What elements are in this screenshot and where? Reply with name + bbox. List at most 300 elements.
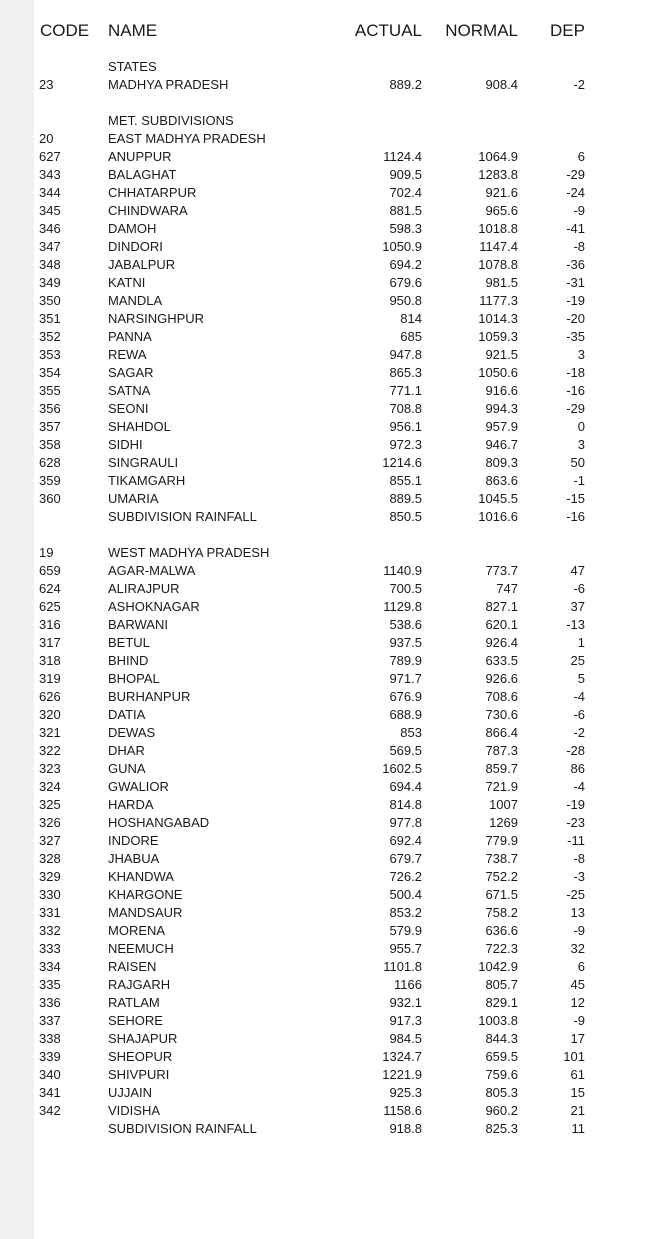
cell-name: BETUL	[108, 635, 150, 650]
cell-code: 333	[39, 941, 61, 956]
table-row	[34, 1084, 664, 1102]
cell-code: 325	[39, 797, 61, 812]
cell-actual: 971.7	[389, 671, 422, 686]
cell-dep: 86	[570, 761, 585, 776]
cell-name: DAMOH	[108, 221, 157, 236]
cell-dep: -4	[573, 689, 585, 704]
table-row	[34, 58, 664, 76]
cell-name: EAST MADHYA PRADESH	[108, 131, 266, 146]
cell-code: 335	[39, 977, 61, 992]
cell-normal: 752.2	[485, 869, 518, 884]
cell-code: 344	[39, 185, 61, 200]
cell-code: 332	[39, 923, 61, 938]
cell-normal: 809.3	[485, 455, 518, 470]
cell-code: 327	[39, 833, 61, 848]
cell-code: 19	[39, 545, 54, 560]
cell-normal: 921.5	[485, 347, 518, 362]
cell-name: SHIVPURI	[108, 1067, 170, 1082]
cell-name: KATNI	[108, 275, 146, 290]
cell-name: BALAGHAT	[108, 167, 177, 182]
cell-normal: 787.3	[485, 743, 518, 758]
cell-name: PANNA	[108, 329, 152, 344]
table-row	[34, 706, 664, 724]
cell-dep: 12	[570, 995, 585, 1010]
cell-code: 360	[39, 491, 61, 506]
cell-code: 23	[39, 77, 54, 92]
table-row	[34, 796, 664, 814]
cell-normal: 1016.6	[478, 509, 518, 524]
cell-dep: 101	[563, 1049, 585, 1064]
cell-dep: -9	[573, 1013, 585, 1028]
cell-normal: 805.3	[485, 1085, 518, 1100]
table-row	[34, 940, 664, 958]
cell-code: 348	[39, 257, 61, 272]
header-dep: DEP	[550, 21, 585, 40]
cell-actual: 853.2	[389, 905, 422, 920]
cell-actual: 789.9	[389, 653, 422, 668]
cell-actual: 932.1	[389, 995, 422, 1010]
table-row	[34, 976, 664, 994]
cell-name: MORENA	[108, 923, 166, 938]
cell-code: 341	[39, 1085, 61, 1100]
cell-code: 324	[39, 779, 61, 794]
cell-actual: 579.9	[389, 923, 422, 938]
table-row	[34, 382, 664, 400]
cell-actual: 1140.9	[383, 563, 422, 578]
cell-normal: 633.5	[485, 653, 518, 668]
table-row	[34, 1066, 664, 1084]
table-header	[34, 21, 664, 43]
cell-dep: 11	[571, 1121, 585, 1136]
cell-normal: 721.9	[485, 779, 518, 794]
cell-name: DINDORI	[108, 239, 163, 254]
cell-name: SUBDIVISION RAINFALL	[108, 509, 257, 524]
cell-dep: -23	[566, 815, 585, 830]
table-row	[34, 292, 664, 310]
cell-name: RATLAM	[108, 995, 160, 1010]
cell-name: MADHYA PRADESH	[108, 77, 229, 92]
cell-normal: 866.4	[485, 725, 518, 740]
cell-code: 353	[39, 347, 61, 362]
cell-dep: 13	[570, 905, 585, 920]
cell-normal: 957.9	[485, 419, 518, 434]
cell-actual: 688.9	[389, 707, 422, 722]
header-normal: NORMAL	[445, 21, 518, 40]
cell-normal: 1014.3	[478, 311, 518, 326]
cell-name: SIDHI	[108, 437, 143, 452]
cell-actual: 692.4	[389, 833, 422, 848]
cell-name: ALIRAJPUR	[108, 581, 180, 596]
cell-normal: 1147.4	[479, 239, 518, 254]
cell-actual: 1324.7	[382, 1049, 422, 1064]
cell-actual: 1221.9	[382, 1067, 422, 1082]
table-row	[34, 1120, 664, 1138]
cell-name: BHIND	[108, 653, 149, 668]
cell-actual: 865.3	[389, 365, 422, 380]
cell-normal: 671.5	[485, 887, 518, 902]
cell-actual: 694.2	[389, 257, 422, 272]
table-row	[34, 724, 664, 742]
cell-dep: -19	[566, 797, 585, 812]
cell-name: TIKAMGARH	[108, 473, 186, 488]
table-row	[34, 922, 664, 940]
cell-normal: 965.6	[485, 203, 518, 218]
cell-actual: 1166	[394, 977, 422, 992]
cell-normal: 805.7	[485, 977, 518, 992]
cell-name: DATIA	[108, 707, 146, 722]
cell-normal: 636.6	[485, 923, 518, 938]
cell-dep: -29	[566, 167, 585, 182]
cell-code: 355	[39, 383, 61, 398]
table-row	[34, 1012, 664, 1030]
cell-name: ANUPPUR	[108, 149, 172, 164]
cell-normal: 1003.8	[478, 1013, 518, 1028]
cell-normal: 620.1	[485, 617, 518, 632]
cell-name: GWALIOR	[108, 779, 169, 794]
cell-code: 345	[39, 203, 61, 218]
cell-dep: -15	[566, 491, 585, 506]
cell-dep: -18	[566, 365, 585, 380]
cell-name: SEONI	[108, 401, 149, 416]
cell-name: REWA	[108, 347, 147, 362]
cell-actual: 1124.4	[383, 149, 422, 164]
cell-normal: 827.1	[485, 599, 518, 614]
cell-code: 323	[39, 761, 61, 776]
cell-actual: 694.4	[389, 779, 422, 794]
cell-dep: 6	[577, 959, 585, 974]
cell-name: UJJAIN	[108, 1085, 153, 1100]
cell-normal: 1078.8	[478, 257, 518, 272]
header-actual: ACTUAL	[354, 21, 422, 40]
cell-actual: 771.1	[389, 383, 422, 398]
cell-code: 340	[39, 1067, 61, 1082]
table-row	[34, 418, 664, 436]
cell-name: VIDISHA	[108, 1103, 161, 1118]
table-row	[34, 76, 664, 94]
cell-actual: 679.6	[389, 275, 422, 290]
cell-name: INDORE	[108, 833, 159, 848]
cell-code: 659	[39, 563, 61, 578]
table-row	[34, 310, 664, 328]
cell-normal: 1007	[489, 797, 518, 812]
cell-actual: 972.3	[389, 437, 422, 452]
cell-code: 354	[39, 365, 61, 380]
cell-dep: -35	[566, 329, 585, 344]
cell-actual: 708.8	[389, 401, 422, 416]
cell-normal: 916.6	[485, 383, 518, 398]
table-row	[34, 670, 664, 688]
table-row	[34, 652, 664, 670]
cell-actual: 984.5	[389, 1031, 422, 1046]
table-row	[34, 1048, 664, 1066]
cell-actual: 1158.6	[383, 1103, 422, 1118]
cell-dep: 61	[570, 1067, 585, 1082]
header-code: CODE	[40, 21, 90, 40]
cell-dep: 37	[570, 599, 585, 614]
cell-normal: 921.6	[485, 185, 518, 200]
cell-dep: -8	[573, 851, 585, 866]
cell-dep: -36	[566, 257, 585, 272]
table-row	[34, 778, 664, 796]
table-row	[34, 886, 664, 904]
table-row	[34, 238, 664, 256]
cell-dep: -31	[566, 275, 585, 290]
table-row	[34, 274, 664, 292]
cell-dep: 3	[577, 347, 585, 362]
cell-normal: 758.2	[485, 905, 518, 920]
cell-code: 347	[39, 239, 61, 254]
cell-code: 331	[39, 905, 61, 920]
cell-normal: 859.7	[485, 761, 518, 776]
cell-code: 342	[39, 1103, 61, 1118]
cell-dep: -9	[573, 203, 585, 218]
cell-actual: 569.5	[389, 743, 422, 758]
cell-normal: 1283.8	[478, 167, 518, 182]
cell-name: JABALPUR	[108, 257, 176, 272]
table-row	[34, 454, 664, 472]
cell-code: 339	[39, 1049, 61, 1064]
cell-dep: 32	[570, 941, 585, 956]
cell-actual: 947.8	[389, 347, 422, 362]
cell-code: 316	[39, 617, 61, 632]
cell-name: SHAHDOL	[108, 419, 171, 434]
cell-dep: -25	[566, 887, 585, 902]
cell-normal: 1064.9	[478, 149, 518, 164]
table-row	[34, 958, 664, 976]
cell-actual: 1129.8	[383, 599, 422, 614]
cell-code: 349	[39, 275, 61, 290]
cell-name: NEEMUCH	[108, 941, 174, 956]
cell-actual: 881.5	[389, 203, 422, 218]
table-row	[34, 94, 664, 112]
table-row	[34, 490, 664, 508]
cell-dep: -13	[566, 617, 585, 632]
cell-dep: -3	[573, 869, 585, 884]
cell-code: 356	[39, 401, 61, 416]
cell-code: 334	[39, 959, 61, 974]
cell-normal: 773.7	[485, 563, 518, 578]
cell-dep: -2	[573, 725, 585, 740]
cell-name: GUNA	[108, 761, 146, 776]
cell-dep: -24	[566, 185, 585, 200]
cell-code: 337	[39, 1013, 61, 1028]
cell-actual: 700.5	[389, 581, 422, 596]
table-row	[34, 562, 664, 580]
cell-dep: 50	[570, 455, 585, 470]
cell-code: 626	[39, 689, 61, 704]
cell-code: 330	[39, 887, 61, 902]
cell-code: 321	[39, 725, 61, 740]
table-row	[34, 760, 664, 778]
cell-actual: 685	[400, 329, 422, 344]
cell-name: NARSINGHPUR	[108, 311, 205, 326]
cell-normal: 825.3	[485, 1121, 518, 1136]
cell-name: WEST MADHYA PRADESH	[108, 545, 270, 560]
cell-actual: 977.8	[389, 815, 422, 830]
table-row	[34, 904, 664, 922]
table-row	[34, 832, 664, 850]
cell-code: 320	[39, 707, 61, 722]
cell-name: BURHANPUR	[108, 689, 191, 704]
cell-name: ASHOKNAGAR	[108, 599, 200, 614]
cell-actual: 955.7	[389, 941, 422, 956]
cell-name: MANDLA	[108, 293, 163, 308]
cell-dep: -20	[566, 311, 585, 326]
cell-actual: 676.9	[389, 689, 422, 704]
table-row	[34, 472, 664, 490]
cell-normal: 1059.3	[478, 329, 518, 344]
cell-normal: 1177.3	[479, 293, 518, 308]
cell-code: 346	[39, 221, 61, 236]
table-row	[34, 256, 664, 274]
cell-name: KHANDWA	[108, 869, 174, 884]
table-row	[34, 634, 664, 652]
cell-code: 318	[39, 653, 61, 668]
cell-name: SATNA	[108, 383, 151, 398]
cell-dep: -6	[573, 581, 585, 596]
cell-code: 624	[39, 581, 61, 596]
cell-normal: 779.9	[485, 833, 518, 848]
cell-dep: 21	[570, 1103, 585, 1118]
cell-code: 358	[39, 437, 61, 452]
cell-name: SUBDIVISION RAINFALL	[108, 1121, 257, 1136]
table-row	[34, 112, 664, 130]
table-row	[34, 1030, 664, 1048]
cell-name: SINGRAULI	[108, 455, 179, 470]
cell-dep: -4	[573, 779, 585, 794]
cell-code: 319	[39, 671, 61, 686]
cell-normal: 926.4	[485, 635, 518, 650]
cell-dep: -11	[567, 833, 585, 848]
table-row	[34, 220, 664, 238]
cell-dep: -29	[566, 401, 585, 416]
cell-name: UMARIA	[108, 491, 159, 506]
table-row	[34, 580, 664, 598]
cell-dep: 45	[570, 977, 585, 992]
cell-dep: -16	[566, 509, 585, 524]
cell-actual: 889.2	[389, 77, 422, 92]
table-row	[34, 868, 664, 886]
table-row	[34, 130, 664, 148]
cell-normal: 1045.5	[478, 491, 518, 506]
cell-actual: 889.5	[389, 491, 422, 506]
cell-dep: 17	[570, 1031, 585, 1046]
cell-actual: 814	[400, 311, 422, 326]
cell-code: 328	[39, 851, 61, 866]
cell-normal: 844.3	[485, 1031, 518, 1046]
cell-name: JHABUA	[108, 851, 160, 866]
cell-code: 352	[39, 329, 61, 344]
cell-dep: -2	[573, 77, 585, 92]
cell-actual: 956.1	[389, 419, 422, 434]
cell-dep: -16	[566, 383, 585, 398]
cell-code: 350	[39, 293, 61, 308]
table-row	[34, 814, 664, 832]
cell-normal: 994.3	[485, 401, 518, 416]
cell-normal: 759.6	[485, 1067, 518, 1082]
table-row	[34, 508, 664, 526]
rainfall-sheet	[34, 0, 664, 1239]
table-row	[34, 184, 664, 202]
cell-actual: 1602.5	[382, 761, 422, 776]
cell-actual: 909.5	[389, 167, 422, 182]
cell-normal: 722.3	[485, 941, 518, 956]
cell-normal: 708.6	[485, 689, 518, 704]
cell-dep: 5	[577, 671, 585, 686]
table-row	[34, 526, 664, 544]
cell-code: 20	[39, 131, 54, 146]
cell-normal: 863.6	[485, 473, 518, 488]
cell-name: RAJGARH	[108, 977, 171, 992]
cell-actual: 726.2	[389, 869, 422, 884]
cell-normal: 1042.9	[478, 959, 518, 974]
cell-name: SHAJAPUR	[108, 1031, 178, 1046]
cell-normal: 1050.6	[478, 365, 518, 380]
cell-actual: 679.7	[389, 851, 422, 866]
cell-name: HOSHANGABAD	[108, 815, 210, 830]
cell-actual: 950.8	[389, 293, 422, 308]
cell-code: 326	[39, 815, 61, 830]
cell-code: 627	[39, 149, 61, 164]
table-row	[34, 544, 664, 562]
cell-name: DHAR	[108, 743, 145, 758]
cell-dep: -19	[566, 293, 585, 308]
cell-name: SAGAR	[108, 365, 154, 380]
cell-name: HARDA	[108, 797, 154, 812]
table-row	[34, 328, 664, 346]
cell-name: BHOPAL	[108, 671, 160, 686]
cell-name: SEHORE	[108, 1013, 163, 1028]
cell-name: STATES	[108, 59, 157, 74]
cell-dep: -8	[573, 239, 585, 254]
cell-name: KHARGONE	[108, 887, 183, 902]
table-row	[34, 994, 664, 1012]
cell-dep: -41	[566, 221, 585, 236]
table-row	[34, 346, 664, 364]
cell-dep: -9	[573, 923, 585, 938]
cell-normal: 747	[496, 581, 518, 596]
cell-normal: 908.4	[485, 77, 518, 92]
cell-code: 628	[39, 455, 61, 470]
cell-name: BARWANI	[108, 617, 168, 632]
cell-actual: 937.5	[389, 635, 422, 650]
cell-dep: -1	[573, 473, 585, 488]
cell-dep: 3	[577, 437, 585, 452]
cell-name: MANDSAUR	[108, 905, 183, 920]
table-row	[34, 688, 664, 706]
cell-normal: 1269	[489, 815, 518, 830]
table-row	[34, 616, 664, 634]
cell-normal: 730.6	[485, 707, 518, 722]
table-row	[34, 742, 664, 760]
cell-code: 625	[39, 599, 61, 614]
cell-actual: 598.3	[389, 221, 422, 236]
cell-code: 359	[39, 473, 61, 488]
cell-actual: 925.3	[389, 1085, 422, 1100]
cell-dep: 6	[577, 149, 585, 164]
header-name: NAME	[108, 21, 158, 40]
cell-normal: 926.6	[485, 671, 518, 686]
cell-code: 343	[39, 167, 61, 182]
cell-actual: 538.6	[389, 617, 422, 632]
cell-code: 357	[39, 419, 61, 434]
cell-code: 317	[39, 635, 61, 650]
cell-name: RAISEN	[108, 959, 157, 974]
table-row	[34, 364, 664, 382]
cell-normal: 981.5	[485, 275, 518, 290]
cell-actual: 853	[400, 725, 422, 740]
cell-actual: 850.5	[389, 509, 422, 524]
